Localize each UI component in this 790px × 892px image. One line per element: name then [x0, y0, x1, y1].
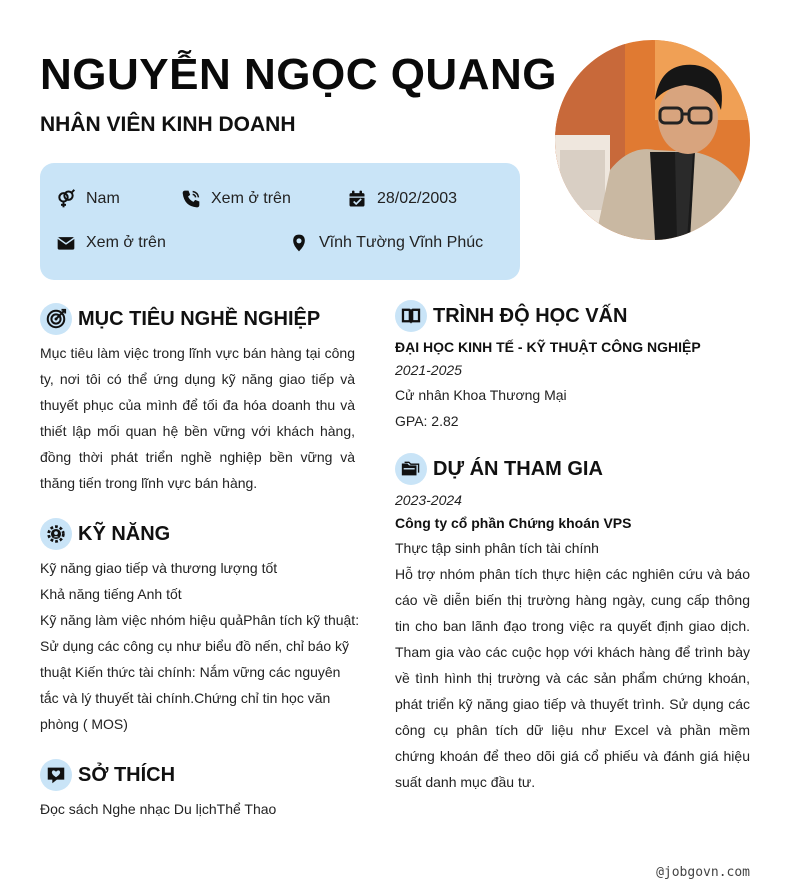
skill-line: thuật Kiến thức tài chính: Nắm vững các nguyên [40, 664, 341, 680]
phone-value: Xem ở trên [211, 190, 291, 207]
profile-photo [555, 40, 750, 240]
target-icon [40, 303, 72, 335]
gender-icon [55, 188, 77, 210]
heart-message-icon [40, 759, 72, 791]
projects-heading [395, 453, 603, 485]
folders-icon [395, 453, 427, 485]
degree: Cử nhân Khoa Thương Mại [395, 387, 567, 403]
objective-title: MỤC TIÊU NGHỀ NGHIỆP [78, 307, 321, 330]
project-description: Hỗ trợ nhóm phân tích thực hiện các nghiên cứu và báo cáo về diễn biến thị trường hàng ngày, cung cấp thông tin cho ban lãnh đạo trong việc ra quyết định giao dịch. Tham gia vào các cuộc họp với khách hàng để trình bày về tình hình thị trường và các sản phẩm chứng khoán, phát triển kỹ năng giao tiếp và thuyết trình. Sử dụng các công cụ phân tích dữ liệu như Excel và phần mềm chứng khoán để theo dõi giá cổ phiếu và đánh giá hiệu suất danh mục đầu tư. [395, 566, 750, 790]
gear-brain-icon [40, 518, 72, 550]
hobbies-title: SỞ THÍCH [78, 763, 176, 786]
education-period: 2021-2025 [395, 362, 462, 378]
skill-line: tắc và lý thuyết tài chính.Chứng chỉ tin học văn [40, 690, 331, 706]
skill-line: Kỹ năng làm việc nhóm hiệu quảPhân tích kỹ thuật: [40, 612, 360, 628]
map-pin-icon [288, 232, 310, 254]
skills-title: KỸ NĂNG [78, 522, 171, 545]
birthday-value: 28/02/2003 [377, 190, 458, 207]
skill-line: phòng ( MOS) [40, 716, 128, 732]
address-item [288, 232, 483, 254]
project-period: 2023-2024 [395, 492, 462, 508]
skill-line: Sử dụng các công cụ như biểu đồ nến, chỉ báo kỹ [40, 638, 350, 654]
hobbies-text: Đọc sách Nghe nhạc Du lịchThể Thao [40, 801, 277, 817]
envelope-icon [55, 232, 77, 254]
email-item [55, 232, 166, 254]
school-name: ĐẠI HỌC KINH TẾ - KỸ THUẬT CÔNG NGHIỆP [395, 339, 701, 355]
skills-heading [40, 518, 170, 550]
gender-item [55, 188, 120, 210]
job-title: NHÂN VIÊN KINH DOANH [40, 113, 296, 136]
education-heading [395, 300, 627, 332]
candidate-name: NGUYỄN NGỌC QUANG [40, 50, 557, 99]
watermark: @jobgovn.com [656, 865, 750, 880]
project-position: Thực tập sinh phân tích tài chính [395, 540, 599, 556]
phone-item [180, 188, 291, 210]
phone-icon [180, 188, 202, 210]
objective-heading [40, 303, 320, 335]
email-value: Xem ở trên [86, 234, 166, 251]
profile-photo-image [555, 40, 750, 240]
education-title: TRÌNH ĐỘ HỌC VẤN [433, 304, 628, 327]
skill-line: Khả năng tiếng Anh tốt [40, 586, 182, 602]
objective-text: Mục tiêu làm việc trong lĩnh vực bán hàng tại công ty, nơi tôi có thể ứng dụng kỹ năng giao tiếp và thuyết phục của mình để tối đa hóa doanh thu và thiết lập mối quan hệ bền vững với khách hàng, đồng thời phát triển nghề nghiệp bền vững và thăng tiến trong lĩnh vực bán hàng. [40, 345, 355, 491]
project-company: Công ty cổ phần Chứng khoán VPS [395, 515, 632, 531]
contact-info-panel [40, 163, 520, 280]
hobbies-heading [40, 759, 175, 791]
address-value: Vĩnh Tường Vĩnh Phúc [319, 234, 484, 251]
gender-value: Nam [86, 190, 120, 207]
birthday-item [346, 188, 457, 210]
open-book-icon [395, 300, 427, 332]
skill-line: Kỹ năng giao tiếp và thương lượng tốt [40, 560, 278, 576]
gpa: GPA: 2.82 [395, 413, 459, 429]
projects-title: DỰ ÁN THAM GIA [433, 457, 603, 480]
calendar-icon [346, 188, 368, 210]
